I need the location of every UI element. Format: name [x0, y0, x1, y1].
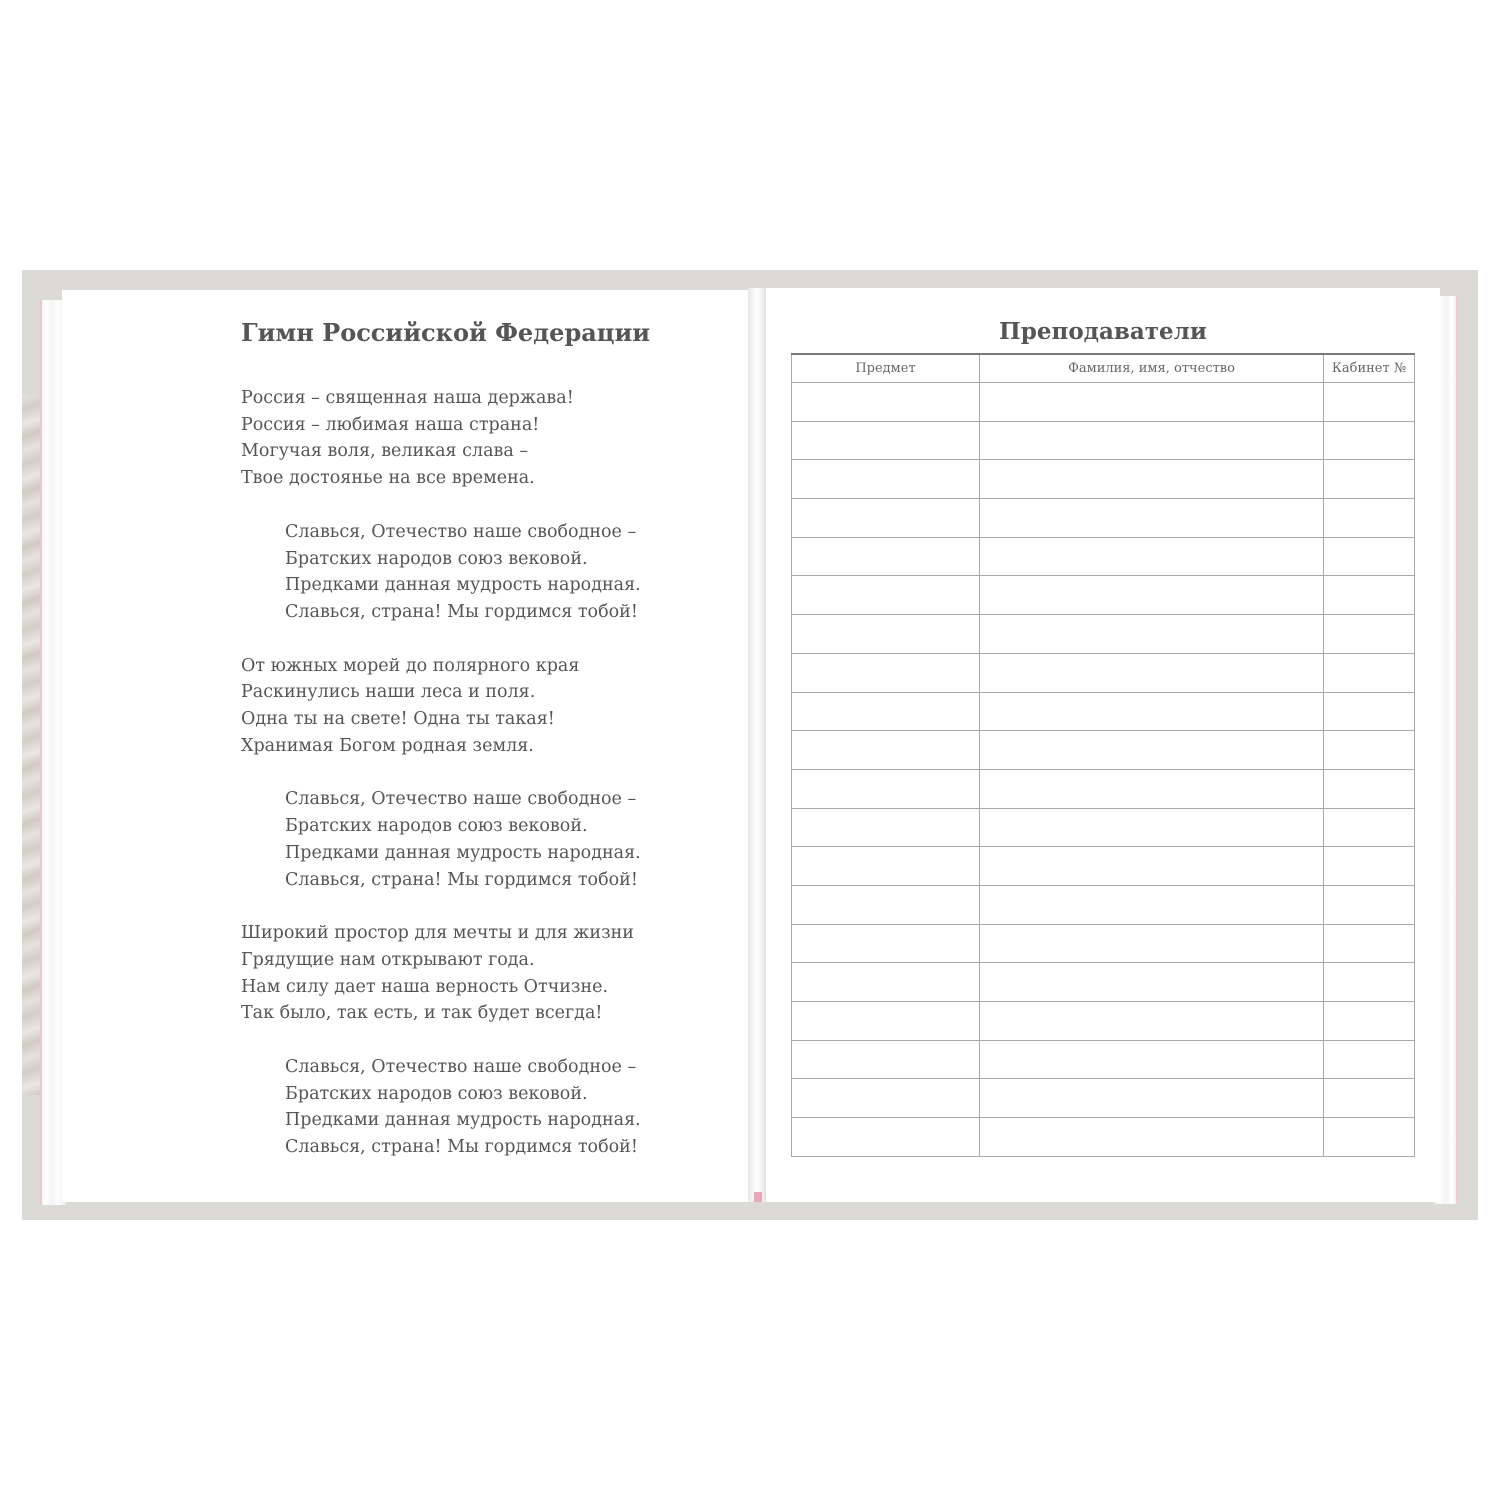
cell-room [1324, 924, 1415, 963]
cell-fullname [980, 460, 1324, 499]
verse-line: От южных морей до полярного края [241, 655, 580, 676]
verse-line: Славься, Отечество наше свободное – [285, 521, 637, 542]
cell-subject [792, 808, 980, 847]
verse-line: Братских народов союз вековой. [285, 816, 588, 837]
fabric-texture [22, 395, 42, 1095]
cell-room [1324, 460, 1415, 499]
verse-line: Предками данная мудрость народная. [285, 575, 641, 596]
cell-subject [792, 460, 980, 499]
cell-subject [792, 924, 980, 963]
cell-room [1324, 499, 1415, 538]
cell-room [1324, 615, 1415, 654]
table-row [792, 847, 1415, 886]
cell-room [1324, 769, 1415, 808]
cell-subject [792, 537, 980, 576]
column-header-fullname: Фамилия, имя, отчество [980, 354, 1324, 383]
cell-fullname [980, 963, 1324, 1002]
anthem-text [241, 385, 681, 1188]
chorus-stanza [241, 519, 681, 626]
verse-line: Так было, так есть, и так будет всегда! [241, 1003, 603, 1024]
table-row [792, 653, 1415, 692]
cell-fullname [980, 924, 1324, 963]
cell-subject [792, 615, 980, 654]
table-row [792, 885, 1415, 924]
verse-line: Широкий простор для мечты и для жизни [241, 923, 634, 944]
verse-line: Одна ты на свете! Одна ты такая! [241, 709, 555, 730]
cell-room [1324, 731, 1415, 770]
cell-subject [792, 963, 980, 1002]
table-row [792, 499, 1415, 538]
verse-line: Славься, Отечество наше свободное – [285, 1057, 637, 1078]
cell-fullname [980, 769, 1324, 808]
cell-fullname [980, 537, 1324, 576]
cell-subject [792, 383, 980, 422]
table-row [792, 576, 1415, 615]
table-row [792, 692, 1415, 731]
cell-fullname [980, 1040, 1324, 1079]
cell-subject [792, 653, 980, 692]
verse-line: Братских народов союз вековой. [285, 548, 588, 569]
verse-line: Россия – священная наша держава! [241, 388, 574, 408]
cell-fullname [980, 847, 1324, 886]
chorus-stanza [241, 786, 681, 893]
cell-subject [792, 769, 980, 808]
cell-fullname [980, 615, 1324, 654]
verse-line: Славься, страна! Мы гордимся тобой! [285, 601, 638, 622]
cell-fullname [980, 808, 1324, 847]
verse-line: Грядущие нам открывают года. [241, 949, 535, 970]
verse-line: Хранимая Богом родная земля. [241, 735, 534, 756]
cell-fullname [980, 576, 1324, 615]
cover-corner [754, 1192, 762, 1202]
cell-subject [792, 847, 980, 886]
table-row [792, 537, 1415, 576]
table-row [792, 1040, 1415, 1079]
table-row [792, 1079, 1415, 1118]
cell-subject [792, 499, 980, 538]
cell-room [1324, 847, 1415, 886]
cell-fullname [980, 1118, 1324, 1157]
table-row [792, 383, 1415, 422]
verse-line: Предками данная мудрость народная. [285, 842, 641, 863]
book-gutter [748, 288, 766, 1202]
verse-line: Славься, страна! Мы гордимся тобой! [285, 1137, 638, 1158]
table-header-row [792, 354, 1415, 383]
cell-subject [792, 885, 980, 924]
verse-line: Предками данная мудрость народная. [285, 1110, 641, 1131]
verse-line: Славься, Отечество наше свободное – [285, 789, 637, 810]
anthem-title: Гимн Российской Федерации [241, 318, 651, 347]
verse-stanza [241, 653, 681, 760]
cell-fullname [980, 731, 1324, 770]
cell-room [1324, 692, 1415, 731]
cell-room [1324, 963, 1415, 1002]
cell-room [1324, 383, 1415, 422]
verse-line: Твое достоянье на все времена. [241, 468, 535, 489]
cell-room [1324, 576, 1415, 615]
verse-line: Славься, страна! Мы гордимся тобой! [285, 869, 638, 890]
cell-room [1324, 537, 1415, 576]
cell-subject [792, 576, 980, 615]
cell-fullname [980, 1002, 1324, 1041]
table-row [792, 808, 1415, 847]
teachers-table [791, 353, 1415, 1157]
table-row [792, 615, 1415, 654]
table-row [792, 1118, 1415, 1157]
teachers-title: Преподаватели [999, 318, 1207, 345]
cell-subject [792, 1079, 980, 1118]
cell-room [1324, 808, 1415, 847]
cell-room [1324, 653, 1415, 692]
table-row [792, 1002, 1415, 1041]
cell-subject [792, 1002, 980, 1041]
cell-fullname [980, 1079, 1324, 1118]
cell-fullname [980, 692, 1324, 731]
verse-line: Россия – любимая наша страна! [241, 414, 540, 435]
table-row [792, 963, 1415, 1002]
chorus-stanza [241, 1054, 681, 1161]
cell-room [1324, 1118, 1415, 1157]
verse-line: Могучая воля, великая слава – [241, 441, 529, 462]
cell-room [1324, 421, 1415, 460]
table-row [792, 924, 1415, 963]
cell-fullname [980, 499, 1324, 538]
cell-room [1324, 885, 1415, 924]
cell-subject [792, 421, 980, 460]
verse-line: Нам силу дает наша верность Отчизне. [241, 976, 609, 997]
cell-fullname [980, 383, 1324, 422]
column-header-subject: Предмет [792, 354, 980, 383]
table-row [792, 460, 1415, 499]
cell-fullname [980, 653, 1324, 692]
cell-room [1324, 1079, 1415, 1118]
column-header-room: Кабинет № [1324, 354, 1415, 383]
cell-room [1324, 1002, 1415, 1041]
table-row [792, 769, 1415, 808]
cell-room [1324, 1040, 1415, 1079]
table-row [792, 421, 1415, 460]
cell-subject [792, 1040, 980, 1079]
cell-subject [792, 692, 980, 731]
cell-fullname [980, 421, 1324, 460]
table-row [792, 731, 1415, 770]
cell-fullname [980, 885, 1324, 924]
verse-stanza [241, 920, 681, 1027]
verse-line: Братских народов союз вековой. [285, 1083, 588, 1104]
cell-subject [792, 1118, 980, 1157]
verse-stanza [241, 385, 681, 492]
verse-line: Раскинулись наши леса и поля. [241, 682, 536, 703]
cell-subject [792, 731, 980, 770]
